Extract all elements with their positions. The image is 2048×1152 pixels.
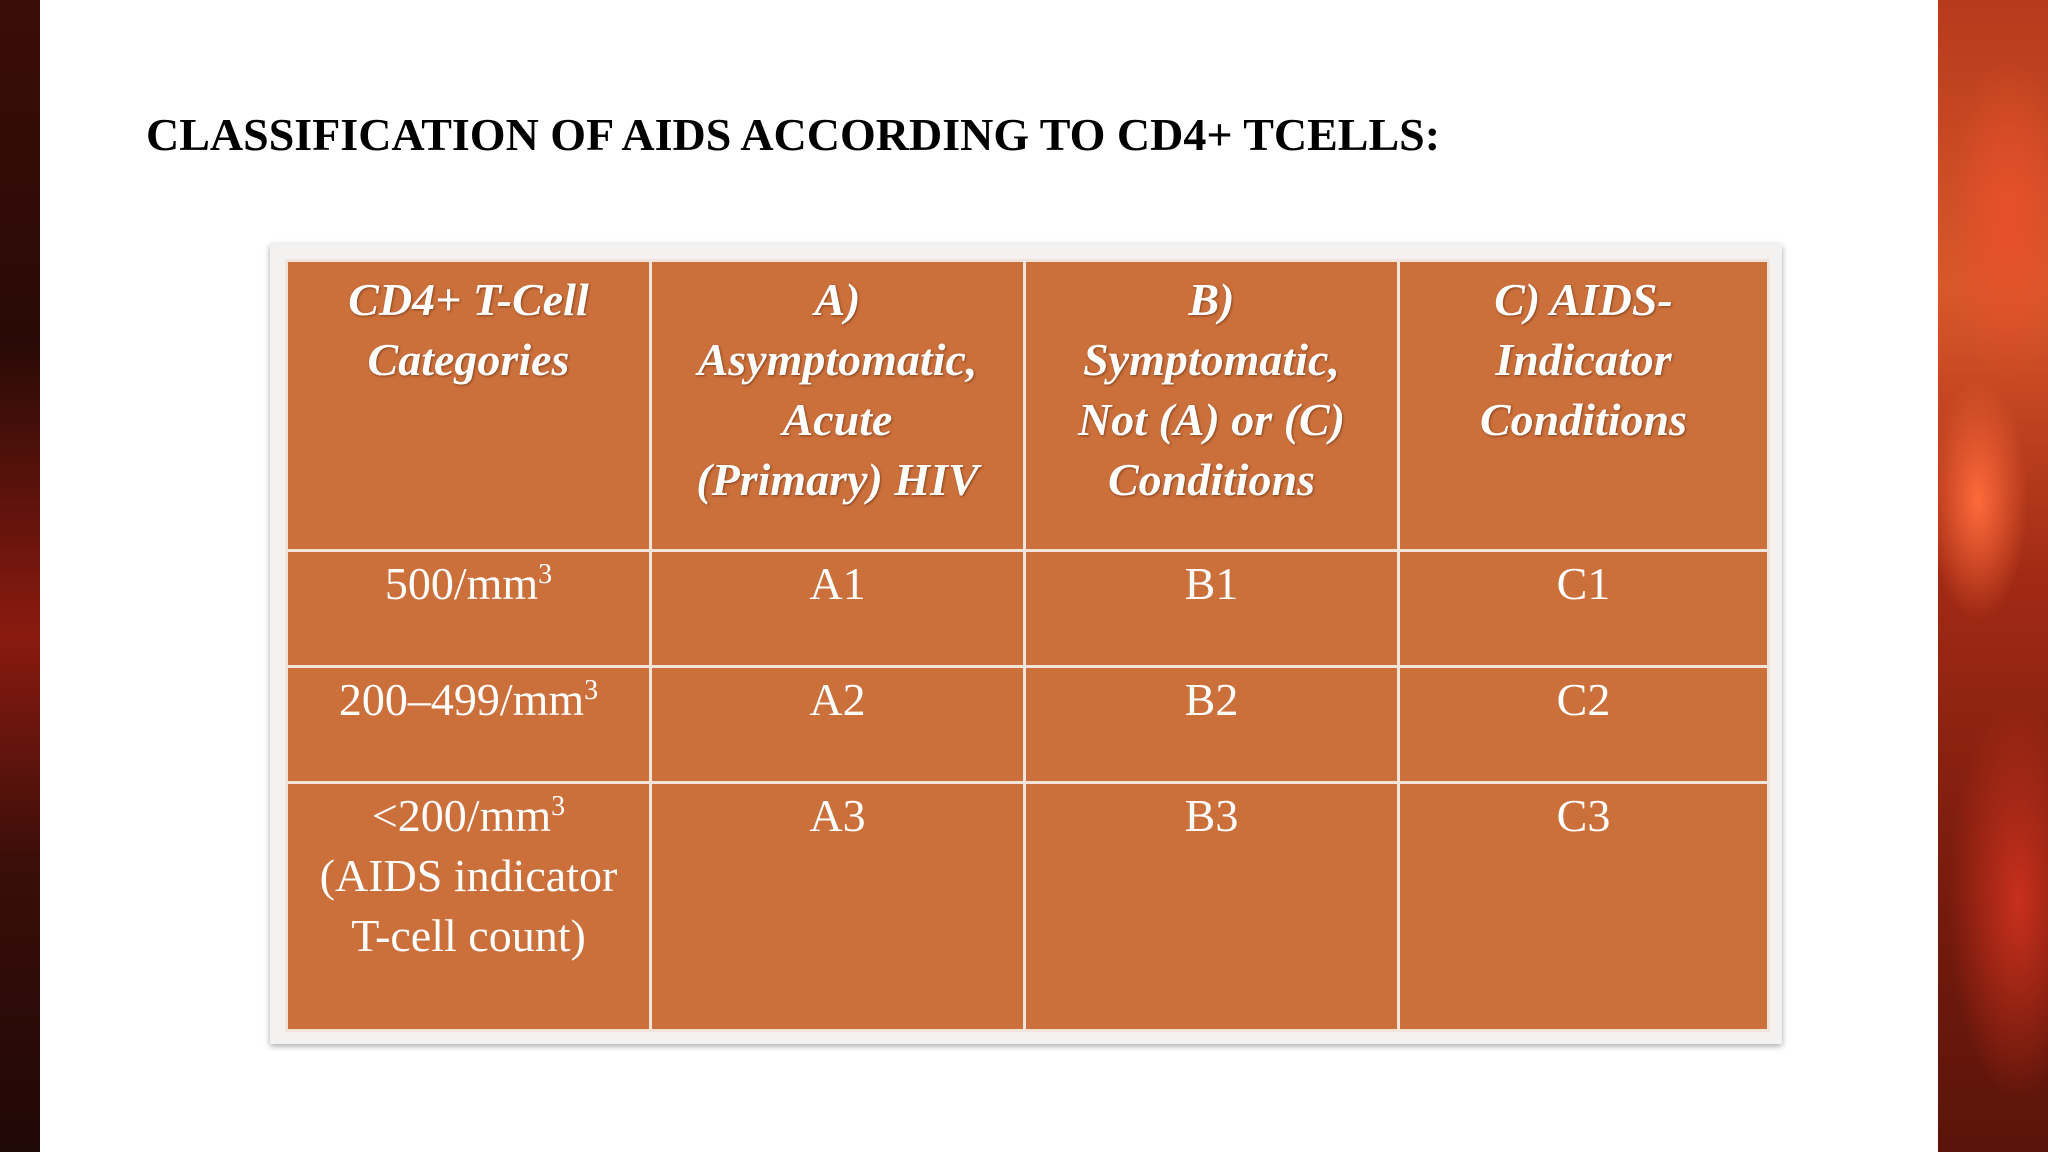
table-row xyxy=(287,667,1769,783)
table-cell: C3 xyxy=(1399,783,1769,1031)
table-cell: A1 xyxy=(651,551,1025,667)
table-cell: A2 xyxy=(651,667,1025,783)
header-cd4-categories: CD4+ T-Cell Categories xyxy=(287,261,651,551)
table-cell: B3 xyxy=(1025,783,1399,1031)
table-cell: B2 xyxy=(1025,667,1399,783)
table-cell: C1 xyxy=(1399,551,1769,667)
header-symptomatic: B) Symptomatic, Not (A) or (C) Conditions xyxy=(1025,261,1399,551)
classification-table xyxy=(285,259,1770,1032)
category-note: (AIDS indicator xyxy=(319,850,618,901)
category-note: T-cell count) xyxy=(351,910,586,961)
table-cell: A3 xyxy=(651,783,1025,1031)
table-row xyxy=(287,783,1769,1031)
table-cell: B1 xyxy=(1025,551,1399,667)
header-row xyxy=(287,261,1769,551)
header-asymptomatic: A) Asymptomatic, Acute (Primary) HIV xyxy=(651,261,1025,551)
slide-title: CLASSIFICATION OF AIDS ACCORDING TO CD4+ TCELLS: xyxy=(146,109,1441,160)
table-cell: C2 xyxy=(1399,667,1769,783)
table-row xyxy=(287,551,1769,667)
category-cell: $500/mm^3$ xyxy=(287,551,651,667)
header-aids-indicator: C) AIDS- Indicator Conditions xyxy=(1399,261,1769,551)
category-cell: $200-499/mm^3$ xyxy=(287,667,651,783)
background-right-edge xyxy=(1938,0,2048,1152)
table-frame xyxy=(270,244,1782,1044)
category-cell: $<200/mm^3$ (AIDS indicator T-cell count) xyxy=(287,783,651,1031)
slide xyxy=(40,0,1938,1152)
background-left-edge xyxy=(0,0,40,1152)
